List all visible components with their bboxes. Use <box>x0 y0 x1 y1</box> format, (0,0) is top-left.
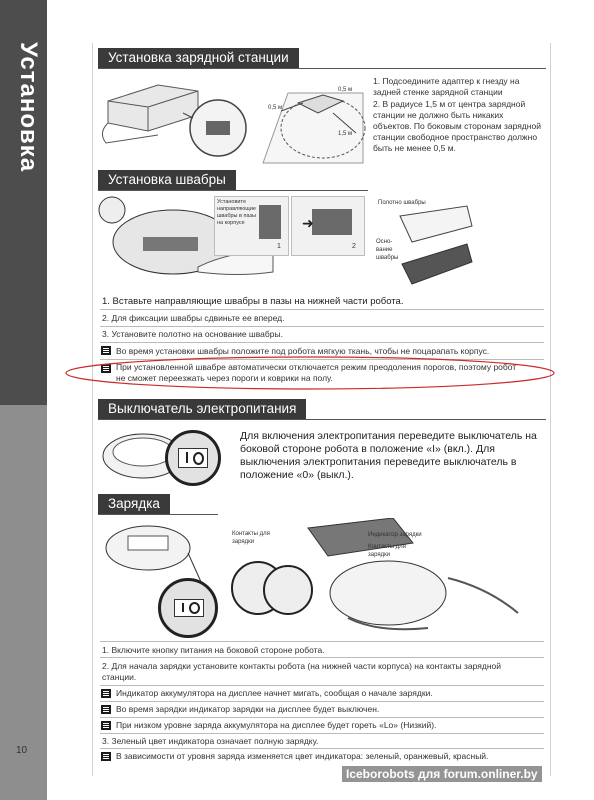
note-icon <box>101 752 111 761</box>
sidebar <box>0 0 47 800</box>
section-title-power: Выключатель электропитания <box>98 399 306 419</box>
station-illustration <box>98 73 368 165</box>
charging-note-2: Во время зарядки индикатор зарядки на дисплее будет выключен. <box>116 704 380 714</box>
station-step-2: 2. В радиусе 1,5 м от центра зарядной станции не должно быть никаких объектов. По боковым сторонам зарядной станции свободное пространство должно быть не менее 0,5 м. <box>373 99 541 153</box>
section-title-brush: Установка швабры <box>98 170 236 190</box>
charging-step-2: 2. Для начала зарядки установите контакты робота (на нижней части корпуса) на контакты зарядной станции. <box>102 661 501 682</box>
power-switch-icon <box>174 599 204 617</box>
divider <box>100 641 544 642</box>
power-instructions: Для включения электропитания переведите выключатель на боковой стороне робота в положение «I» (вкл.). Для выключения электропитания переведите выключатель в положение «0» (выкл.). <box>240 430 537 481</box>
note-icon <box>101 689 111 698</box>
station-step-1: 1. Подсоедините адаптер к гнезду на задней стенке зарядной станции <box>373 76 520 97</box>
section-divider <box>98 419 546 420</box>
indicator-label: Индикатор зарядки <box>368 532 422 538</box>
note-icon <box>101 705 111 714</box>
inset-number-2: 2 <box>352 243 356 250</box>
cloth-label: Полотно швабры <box>378 200 426 206</box>
divider <box>100 326 544 327</box>
brush-note-2: При установленной швабре автоматически отключается режим преодоления порогов, поэтому робот не сможет переезжать через пороги и коврики на полу. <box>116 362 517 383</box>
charging-note-last: В зависимости от уровня заряда изменяется цвет индикатора: зеленый, оранжевый, красный. <box>116 751 489 761</box>
brush-note-1: Во время установки швабры положите под робота мягкую ткань, чтобы не поцарапать корпус. <box>116 346 490 356</box>
section-tab <box>0 0 47 405</box>
divider <box>100 748 544 749</box>
arrow-icon: ➜ <box>302 215 314 231</box>
divider <box>100 701 544 702</box>
divider <box>100 717 544 718</box>
charging-note-1: Индикатор аккумулятора на дисплее начнет мигать, сообщая о начале зарядки. <box>116 688 433 698</box>
section-divider <box>98 190 368 191</box>
brush-step-2: 2. Для фиксации швабры сдвиньте ее вперед. <box>102 313 285 323</box>
brush-step-1: 1. Вставьте направляющие швабры в пазы на нижней части робота. <box>102 296 404 307</box>
divider <box>100 685 544 686</box>
contacts-label-robot: Контакты для зарядки <box>232 531 270 545</box>
inset-step-1 <box>214 196 289 256</box>
dim-label-radius: 1,5 м <box>338 131 353 137</box>
charging-step-1: 1. Включите кнопку питания на боковой стороне робота. <box>102 645 325 655</box>
inset-step-2 <box>291 196 365 256</box>
section-title-charging: Зарядка <box>98 494 170 514</box>
inset-number-1: 1 <box>277 243 281 250</box>
section-divider <box>98 514 218 515</box>
charging-switch-zoom <box>158 578 218 638</box>
dim-label-right: 0,5 м <box>338 87 353 93</box>
divider <box>100 657 544 658</box>
section-tab-title: Установка <box>15 42 42 173</box>
watermark: Iceborobots для forum.onliner.by <box>342 766 542 782</box>
section-title-station: Установка зарядной станции <box>98 48 299 68</box>
red-highlight-oval <box>62 354 558 392</box>
sidebar-strip <box>0 405 47 800</box>
base-label: Осно-вание швабры <box>376 239 399 261</box>
power-switch-icon <box>178 448 208 468</box>
inset-label: Установите направляющие швабры в пазы на корпусе <box>217 199 256 226</box>
charging-step-3: 3. Зеленый цвет индикатора означает полную зарядку. <box>102 736 319 746</box>
power-switch-zoom <box>165 430 221 486</box>
dim-label-left: 0,5 м <box>268 105 283 111</box>
brush-part-image <box>312 209 352 235</box>
brush-part-image <box>259 205 281 239</box>
divider <box>100 309 544 310</box>
contacts-label-station: Контакты для зарядки <box>368 544 406 558</box>
divider <box>100 342 544 343</box>
brush-step-3: 3. Установите полотно на основание швабры. <box>102 329 283 339</box>
divider <box>100 733 544 734</box>
page-number: 10 <box>16 745 28 756</box>
section-divider <box>98 68 546 69</box>
charging-note-3: При низком уровне заряда аккумулятора на дисплее будет гореть «Lo» (Низкий). <box>116 720 437 730</box>
note-icon <box>101 721 111 730</box>
